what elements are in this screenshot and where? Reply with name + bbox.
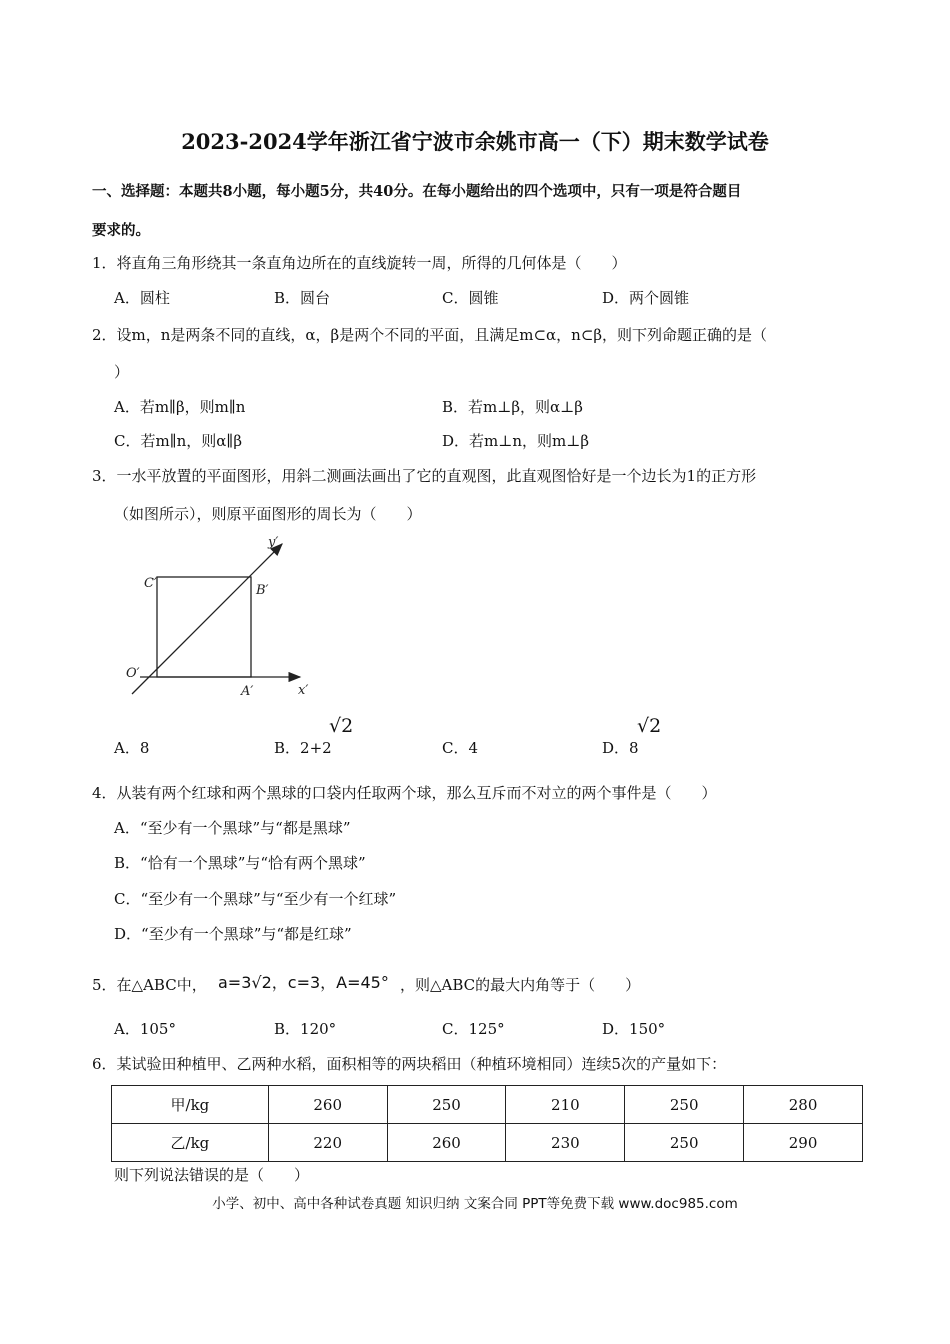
table-cell: 260 bbox=[387, 1124, 506, 1162]
table-cell: 250 bbox=[625, 1086, 744, 1124]
yield-table bbox=[111, 1085, 863, 1162]
q1-option-a: A．圆柱 bbox=[114, 289, 170, 307]
q5-option-d: D．150° bbox=[602, 1020, 666, 1038]
q5-option-a: A．105° bbox=[114, 1020, 176, 1038]
q1-option-d: D．两个圆锥 bbox=[602, 289, 690, 307]
q2-option-a: A．若m∥β，则m∥n bbox=[114, 398, 246, 416]
question-5-stem-b: ，则△ABC的最大内角等于（ ） bbox=[400, 976, 641, 994]
table-row bbox=[112, 1124, 863, 1162]
question-3-stem-line1: 3．一水平放置的平面图形，用斜二测画法画出了它的直观图，此直观图恰好是一个边长为1的正方形 bbox=[92, 467, 757, 485]
label-x: x′ bbox=[298, 683, 309, 698]
table-cell: 260 bbox=[268, 1086, 387, 1124]
q1-option-b: B．圆台 bbox=[274, 289, 331, 307]
label-c: C′ bbox=[144, 576, 157, 591]
q4-option-c: C．“至少有一个黑球”与“至少有一个红球” bbox=[114, 890, 397, 908]
q1-option-c: C．圆锥 bbox=[442, 289, 499, 307]
q3-option-d: D．8 bbox=[602, 739, 639, 757]
table-cell: 220 bbox=[268, 1124, 387, 1162]
q3-option-b: B．2+2 bbox=[274, 739, 332, 757]
page-title: 2023-2024学年浙江省宁波市余姚市高一（下）期末数学试卷 bbox=[181, 129, 769, 154]
q4-option-b: B．“恰有一个黑球”与“恰有两个黑球” bbox=[114, 854, 366, 872]
q4-option-d: D．“至少有一个黑球”与“都是红球” bbox=[114, 925, 352, 943]
q2-option-c: C．若m∥n，则α∥β bbox=[114, 432, 243, 450]
q4-option-a: A．“至少有一个黑球”与“都是黑球” bbox=[114, 819, 351, 837]
table-cell: 250 bbox=[625, 1124, 744, 1162]
table-cell: 210 bbox=[506, 1086, 625, 1124]
question-2-stem-line1: 2．设m，n是两条不同的直线，α，β是两个不同的平面，且满足m⊂α，n⊂β，则下列命题正确的是（ bbox=[92, 326, 768, 344]
table-row bbox=[112, 1086, 863, 1124]
y-axis bbox=[132, 544, 282, 694]
q5-option-c: C．125° bbox=[442, 1020, 505, 1038]
table-cell: 280 bbox=[744, 1086, 863, 1124]
question-2-stem-line2: ） bbox=[114, 363, 130, 381]
question-6-followup: 则下列说法错误的是（ ） bbox=[114, 1166, 310, 1184]
label-b: B′ bbox=[256, 583, 269, 598]
label-y: y′ bbox=[268, 535, 279, 550]
table-cell: 250 bbox=[387, 1086, 506, 1124]
label-o: O′ bbox=[126, 666, 140, 681]
q3-option-b-root: √2 bbox=[329, 715, 354, 737]
q3-option-d-root: √2 bbox=[637, 715, 662, 737]
question-1-stem: 1．将直角三角形绕其一条直角边所在的直线旋转一周，所得的几何体是（ ） bbox=[92, 254, 627, 272]
q5-option-b: B．120° bbox=[274, 1020, 337, 1038]
oblique-projection-figure bbox=[120, 530, 350, 705]
section-heading-line2: 要求的。 bbox=[92, 222, 150, 239]
page-footer: 小学、初中、高中各种试卷真题 知识归纳 文案合同 PPT等免费下载 www.doc985.com bbox=[212, 1196, 738, 1212]
question-6-stem: 6．某试验田种植甲、乙两种水稻，面积相等的两块稻田（种植环境相同）连续5次的产量如下： bbox=[92, 1055, 727, 1073]
question-4-stem: 4．从装有两个红球和两个黑球的口袋内任取两个球，那么互斥而不对立的两个事件是（ ） bbox=[92, 784, 717, 802]
q2-option-d: D．若m⊥n，则m⊥β bbox=[442, 432, 590, 450]
label-a: A′ bbox=[241, 684, 254, 699]
q2-option-b: B．若m⊥β，则α⊥β bbox=[442, 398, 583, 416]
table-row-label: 乙/kg bbox=[112, 1124, 269, 1162]
table-row-label: 甲/kg bbox=[112, 1086, 269, 1124]
q3-option-c: C．4 bbox=[442, 739, 479, 757]
question-5-formula: a=3√2，c=3，A=45° bbox=[218, 973, 389, 992]
question-5-stem-a: 5．在△ABC中， bbox=[92, 976, 207, 994]
table-cell: 230 bbox=[506, 1124, 625, 1162]
table-cell: 290 bbox=[744, 1124, 863, 1162]
question-3-stem-line2: （如图所示），则原平面图形的周长为（ ） bbox=[114, 505, 422, 523]
q3-option-a: A．8 bbox=[114, 739, 150, 757]
square-shape bbox=[157, 577, 251, 677]
section-heading-line1: 一、选择题：本题共8小题，每小题5分，共40分。在每小题给出的四个选项中，只有一项是符合题目 bbox=[92, 183, 742, 200]
